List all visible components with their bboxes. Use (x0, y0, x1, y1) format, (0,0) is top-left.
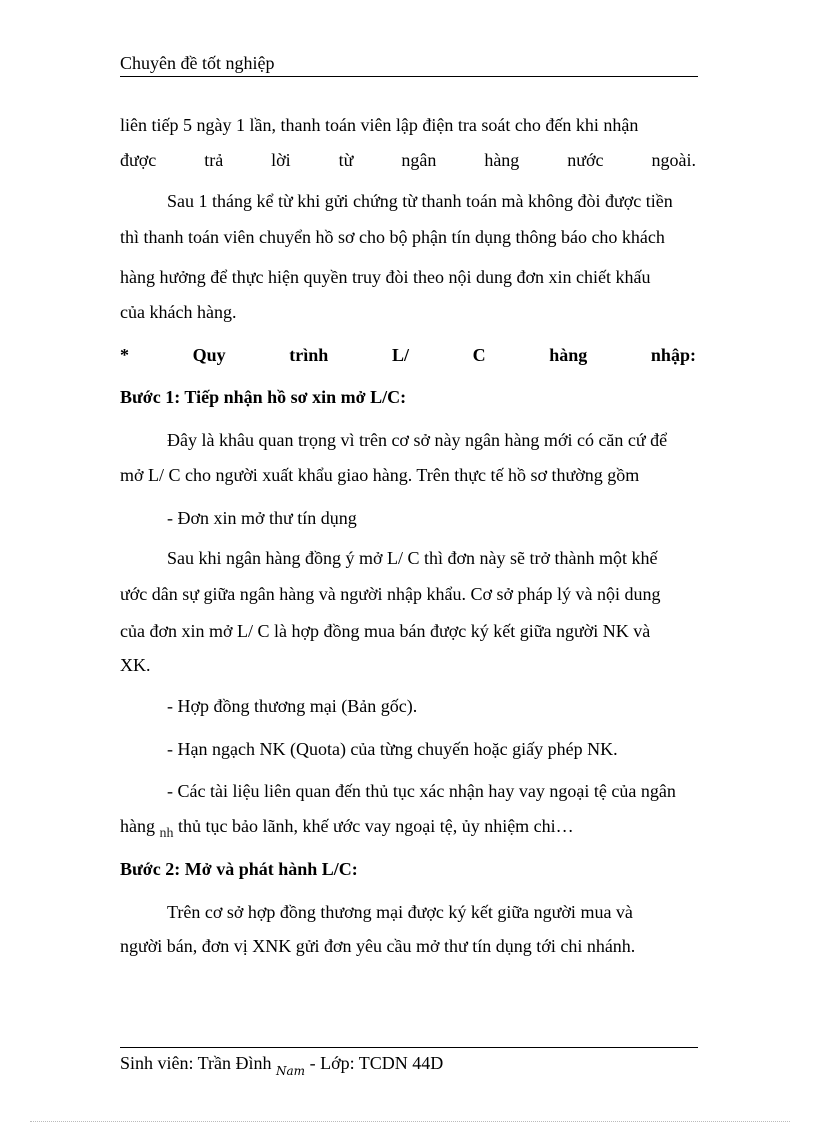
page-header-title: Chuyên đề tốt nghiệp (120, 53, 275, 73)
paragraph-line: của đơn xin mở L/ C là hợp đồng mua bán được ký kết giữa người NK và (120, 621, 651, 641)
paragraph-line: liên tiếp 5 ngày 1 lần, thanh toán viên lập điện tra soát cho đến khi nhận (120, 115, 639, 135)
heading-word: Quy (192, 345, 226, 365)
paragraph-line: mở L/ C cho người xuất khẩu giao hàng. Trên thực tế hồ sơ thường gồm (120, 465, 640, 485)
page-footer (120, 1052, 443, 1082)
justified-line (120, 149, 696, 171)
justified-word: được (120, 150, 157, 170)
footer-rule (120, 1047, 698, 1048)
justified-word: hàng (484, 150, 520, 170)
justified-word: nước (567, 150, 604, 170)
paragraph-line: Đây là khâu quan trọng vì trên cơ sở này ngân hàng mới có căn cứ để (167, 430, 668, 450)
step1-heading: Bước 1: Tiếp nhận hồ sơ xin mở L/C: (120, 387, 407, 407)
text-segment: hàng (120, 816, 155, 836)
step2-heading: Bước 2: Mở và phát hành L/C: (120, 859, 358, 879)
list-item: - Đơn xin mở thư tín dụng (167, 508, 357, 528)
footer-class: - Lớp: TCDN 44D (309, 1053, 444, 1073)
paragraph-line: của khách hàng. (120, 302, 237, 322)
paragraph-line: ước dân sự giữa ngân hàng và người nhập khẩu. Cơ sở pháp lý và nội dung (120, 584, 661, 604)
paragraph-line: Sau khi ngân hàng đồng ý mở L/ C thì đơn này sẽ trở thành một khế (167, 548, 658, 568)
paragraph-line: XK. (120, 655, 151, 675)
heading-word: hàng (549, 345, 588, 365)
justified-word: lời (271, 150, 291, 170)
heading-word: L/ (391, 345, 409, 365)
header-rule (120, 76, 698, 77)
justified-word: ngân (401, 150, 437, 170)
list-item: - Hợp đồng thương mại (Bản gốc). (167, 696, 418, 716)
list-item: - Hạn ngạch NK (Quota) của từng chuyến hoặc giấy phép NK. (167, 739, 618, 759)
list-item-continuation (120, 815, 696, 845)
paragraph-line: Trên cơ sở hợp đồng thương mại được ký kết giữa người mua và (167, 902, 633, 922)
paragraph-line: thì thanh toán viên chuyển hồ sơ cho bộ phận tín dụng thông báo cho khách (120, 227, 665, 247)
paragraph-line: Sau 1 tháng kể từ khi gửi chứng từ thanh toán mà không đòi được tiền (167, 191, 673, 211)
footer-student: Sinh viên: Trần Đình (120, 1053, 272, 1073)
heading-word: trình (289, 345, 329, 365)
heading-word: nhập: (650, 345, 696, 365)
handwritten-note: nh (159, 826, 174, 841)
heading-word: C (472, 345, 486, 365)
list-item: - Các tài liệu liên quan đến thủ tục xác nhận hay vay ngoại tệ của ngân (167, 781, 676, 801)
student-signature: Nam (276, 1064, 306, 1078)
paragraph-line: hàng hưởng để thực hiện quyền truy đòi theo nội dung đơn xin chiết khấu (120, 267, 651, 287)
page-edge-dotted-line (30, 1121, 790, 1122)
justified-word: trả (204, 150, 224, 170)
justified-word: ngoài. (651, 150, 696, 170)
text-segment: thủ tục bảo lãnh, khế ước vay ngoại tệ, ủy nhiệm chi… (178, 816, 574, 836)
heading-import-process (120, 344, 696, 366)
paragraph-line: người bán, đơn vị XNK gửi đơn yêu cầu mở thư tín dụng tới chi nhánh. (120, 936, 636, 956)
heading-word: * (120, 345, 129, 365)
justified-word: từ (338, 150, 354, 170)
